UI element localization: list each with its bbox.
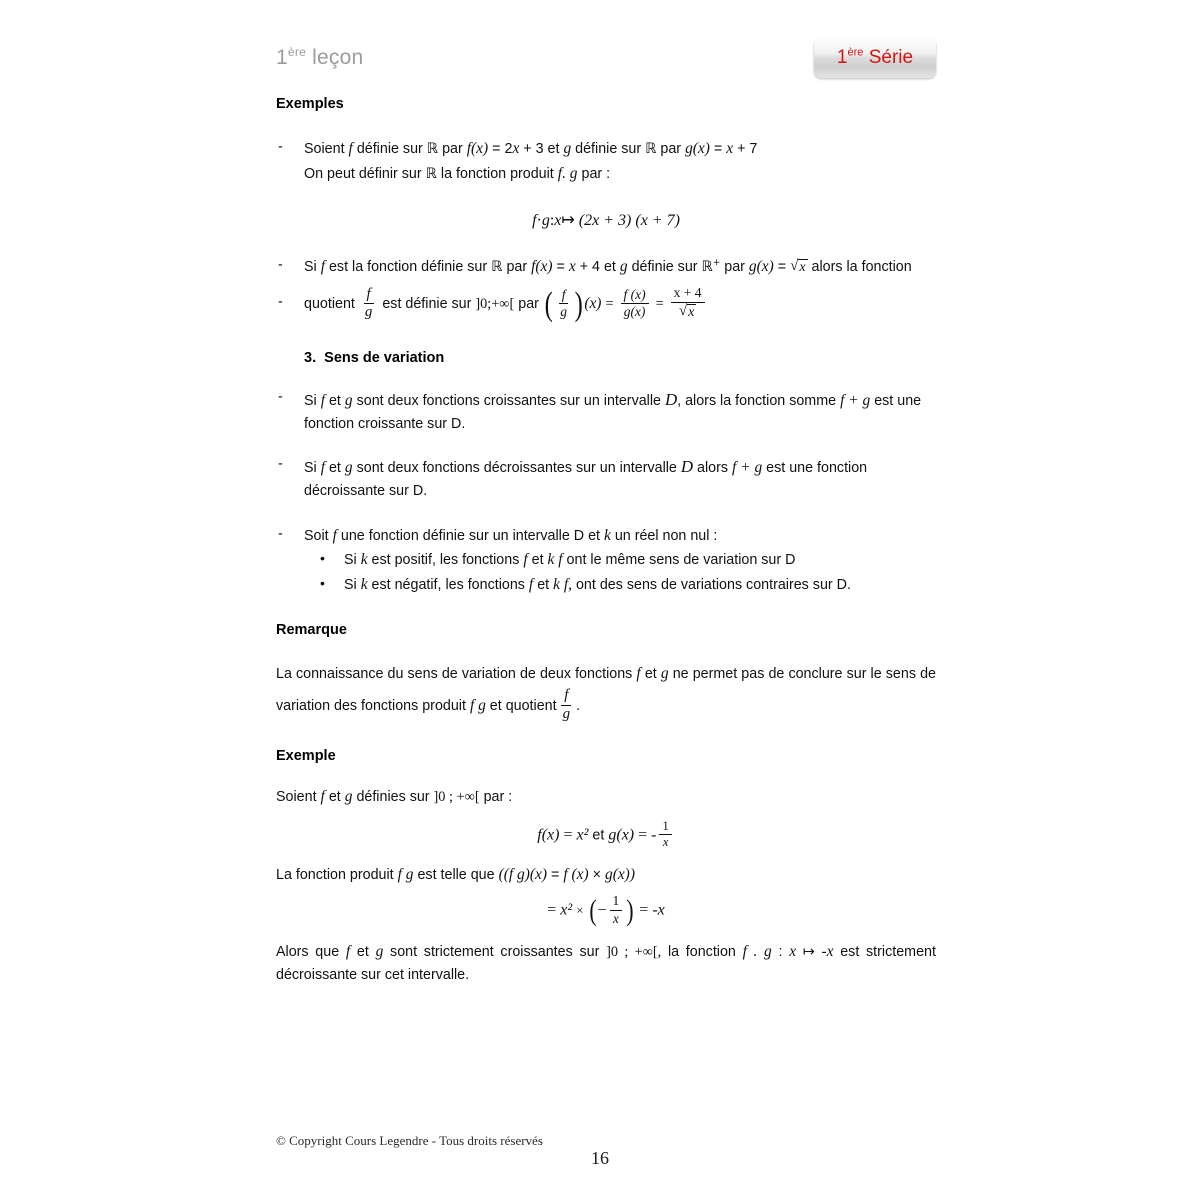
b3s0-d: ont le même sens de variation sur D [566,552,796,569]
exf-a: Alors que [276,943,340,960]
b2-a: Si [304,259,317,276]
exemple-heading: Exemple [276,747,336,764]
b1-fx-arg: (x) [471,140,489,157]
exemple-conclusion [276,939,936,987]
b1-text-i: par [660,141,682,157]
vb0-a: Si [304,393,317,410]
fraction-f-over-g-inner [557,288,570,319]
b3s1-b: est négatif, les fonctions [371,576,525,593]
b2-set-Rplus-sup: + [712,258,721,269]
b2-gx: g(x) [748,258,774,276]
vb0-e: est une fonction croissante sur D. [304,393,922,433]
equation-product [276,210,936,230]
ex-b: et [328,788,341,805]
fraction-denominator: x [612,910,619,926]
ex-interval: ]0 ; +∞[ [433,788,480,805]
document-body [276,96,936,987]
exf-d: la fonction [667,943,736,960]
b2-var-f: f [320,258,325,276]
vb1-fg: f + g [732,458,763,476]
b2-var-g: g [619,258,628,276]
ex2-fg: f g [397,866,414,884]
ex2-a: La fonction produit [276,867,394,884]
remarque-heading: Remarque [276,621,347,638]
b3s1-f: f [528,575,534,593]
exf-minusx: -x [821,942,834,960]
fraction-numerator: x + 4 [671,286,705,302]
fraction-f-over-g [560,688,574,723]
fraction-denominator: g [560,304,567,320]
exf-b: et [356,943,369,960]
b2-var-x: x [568,258,576,276]
b2-fx-arg: (x) [535,258,553,276]
fraction-denominator: g [562,706,571,723]
list-item [276,453,936,503]
vb1-f: f [320,458,325,476]
b3-c: un réel non nul : [614,528,718,545]
eq2-f: f [537,826,542,844]
eq3-times: × [576,902,584,918]
copyright-notice: © Copyright Cours Legendre - Tous droits réservés [276,1133,543,1148]
rm-a: La connaissance du sens de variation de deux fonctions [276,665,633,682]
eq2-a: = [563,826,573,844]
vb0-g: g [344,392,353,410]
b1-line2-set-R: ℝ [425,166,437,183]
sqrt-icon: √ x [790,257,806,275]
fraction-denominator: g(x) [623,304,646,320]
b3s0-c: et [531,552,544,569]
eq1-mapsto: ↦ [561,212,575,230]
b1-text-h: définie sur [575,141,642,157]
b2-h: par [724,259,745,276]
exemple-product-line [276,862,936,887]
b2-sqrt-radicand: x [799,259,806,275]
serie-word: Série [868,47,914,68]
fraction-fx-over-gx [621,288,649,319]
list-item [276,136,936,186]
rm-b: et [644,665,657,682]
eq1-x: x [554,212,562,230]
exf-mapsto: ↦ [802,943,815,960]
ex2-f: g(x)) [604,866,635,884]
eq1-g: g [541,212,550,230]
fraction-numerator: f (x) [621,288,649,304]
b1-text-c: par [442,141,463,157]
page-number: 16 [591,1148,609,1168]
b3s1-d: ont des sens de variations contraires sur D. [575,576,851,593]
serie-badge[interactable] [814,38,936,78]
b1-text-b: définie sur [356,141,423,157]
eq3-minus: − [597,902,607,920]
b2-j: alors la fonction [811,259,912,276]
sqrt-radicand: x [688,304,695,320]
eq1-colon: : [549,212,555,230]
b2-set-Rplus-base: ℝ [701,259,713,276]
examples-heading: Exemples [276,96,344,112]
b1-line2-c: par : [581,166,611,183]
list-item [276,573,936,598]
b3s1-a: Si [344,576,357,593]
vb0-f: f [320,392,325,410]
exf-c: sont strictement croissantes sur [390,943,600,960]
b1-var-g: g [563,140,572,157]
equation-product-result [276,895,936,926]
vb0-b: et [328,393,341,410]
eq1-expression: (2x + 3) (x + 7) [578,212,680,230]
eq1-dot: · [536,212,542,230]
b1-fx-f: f [466,140,472,157]
b1-var-f: f [348,140,353,157]
ex-g: g [344,787,353,805]
ex2-d: = [551,867,560,884]
rm-f: f [636,664,641,682]
ex-d: par : [483,788,513,805]
b3-b: une fonction définie sur un intervalle D et [340,528,600,545]
parenthesized-negative-fraction: ( − $\frac{1}{x}$ ) [588,893,634,928]
b1-text-j: = [713,141,723,157]
rm-e: . [576,698,581,715]
b1-var-x: x [512,140,520,157]
exf-x: x [789,942,797,960]
b2l2-c: par [518,296,539,313]
b3s0-b: est positif, les fonctions [371,552,520,569]
b3-a: Soit [304,528,329,545]
b2l2-eq1: = [605,296,614,313]
eq3-x2: x² [560,901,573,919]
exf-fdotg: f . g [742,942,772,960]
b3s1-k: k [360,575,368,593]
list-item [276,523,936,548]
lesson-number: 1 [276,46,288,69]
exf-colon: : [778,943,783,960]
fraction-numerator: f [561,688,571,706]
section-number: 3. [304,350,317,367]
vb0-c: sont deux fonctions croissantes sur un intervalle [356,393,661,410]
eq3-eq2: = [639,901,649,919]
b3s1-c: et [537,576,550,593]
b2-e: + 4 et [579,259,616,276]
serie-number: 1 [836,47,848,68]
serie-ordinal-suffix: ère [847,46,864,59]
vb1-a: Si [304,459,317,476]
b1-var-x2: x [726,140,734,157]
exf-interval: ]0 ; +∞[, [606,943,662,960]
fraction-denominator: g [364,304,373,321]
list-item [276,548,936,573]
b1-line2-b: la fonction produit [440,166,554,183]
lesson-word: leçon [312,46,364,69]
fraction-x4-over-sqrtx [671,286,705,321]
eq3-eq: = [547,901,557,919]
vb1-g: g [344,458,353,476]
eq2-fx: (x) [541,826,560,844]
eq2-x2: x² [576,826,589,844]
b2-i: = [777,259,787,276]
parenthesized-fraction: ( $\frac{f}{g}$ ) [544,285,583,323]
ex-c: définies sur [356,788,430,805]
ex2-c: ((f g)(x) [498,866,548,884]
fraction-numerator: f [364,287,374,305]
section-heading-variation [276,350,936,366]
b1-line2-a: On peut définir sur [304,166,422,183]
page-header [276,36,936,92]
fraction-one-over-x [659,820,671,849]
vb1-d: alors [697,459,729,476]
rm-g: g [660,664,669,682]
b3s1-kf: k f, [553,575,572,593]
eq3-result: -x [652,901,665,919]
b2-c: par [506,259,528,276]
fraction-denominator [676,303,699,322]
b3-f: f [332,527,337,545]
ex2-e: f (x) [563,866,589,884]
exf-e: est strictement décroissante sur cet intervalle. [276,943,936,983]
fraction-numerator: 1 [659,820,671,835]
fraction-denominator: x [662,835,669,850]
b2l2-b: est définie sur [382,296,472,313]
vb1-e: est une fonction décroissante sur D. [304,459,868,499]
exf-f: f [345,942,351,960]
b1-text-d: = 2 [492,141,513,157]
fraction-numerator: f [559,288,569,304]
rm-c: ne permet pas de conclure sur le sens de variation des fonctions produit [276,665,936,715]
rm-fg: f g [469,697,486,715]
eq2-g: g(x) [608,826,635,844]
eq1-f: f [532,212,537,230]
b2-f2: définie sur [631,259,698,276]
eq2-b: et [592,827,605,844]
ex2-b: est telle que [417,867,495,884]
eq2-c: = - [638,826,657,844]
list-item [276,386,936,436]
b1-gx: g(x) [685,140,710,157]
b1-set-R2: ℝ [645,141,657,157]
serie-badge-label [837,47,913,69]
b3s0-k: k [360,551,368,569]
ex2-times: × [592,867,601,884]
b2-d: = [556,259,565,276]
b1-set-R1: ℝ [426,141,439,157]
vb1-c: sont deux fonctions décroissantes sur un intervalle [356,459,677,476]
exemple-intro [276,784,936,809]
b1-text-a: Soient [304,141,345,157]
b2-fx-f: f [531,258,536,276]
b2l2-interval: ]0;+∞[ [475,296,515,313]
sqrt-icon: √ x [678,302,695,320]
b1-line2-fg: f. g [557,165,578,183]
equation-definitions [276,818,936,850]
vb1-b: et [328,459,341,476]
ex-f: f [320,787,325,805]
b2l2-eq2: = [655,296,664,313]
section-title: Sens de variation [324,350,445,367]
b2-set-R: ℝ [491,259,503,276]
b3-k: k [603,527,611,545]
b1-text-e: + 3 et [523,141,560,157]
list-item-continuation [276,287,936,322]
remarque-paragraph [276,658,936,724]
b3s0-kf: k f [547,551,563,569]
vb0-D: D [664,390,678,410]
lesson-label [276,46,363,70]
vb1-D: D [680,456,694,476]
b2-b: est la fonction définie sur [328,259,488,276]
b1-text-k: + 7 [737,141,758,157]
exf-g: g [375,942,384,960]
fraction-numerator: 1 [610,894,623,910]
ex-a: Soient [276,788,317,805]
fraction-one-over-x [610,894,623,925]
b3s0-a: Si [344,552,357,569]
b3s0-f: f [523,551,528,569]
list-item [276,254,936,279]
b2l2-of-x: (x) [584,295,602,313]
vb0-fg: f + g [840,392,871,410]
b2l2-a: quotient [304,296,355,313]
b2-set-Rplus [702,259,721,275]
vb0-d: , alors la fonction somme [677,393,837,410]
fraction-f-over-g [362,287,376,322]
lesson-ordinal-suffix: ère [287,45,307,59]
rm-d: et quotient [489,698,557,715]
